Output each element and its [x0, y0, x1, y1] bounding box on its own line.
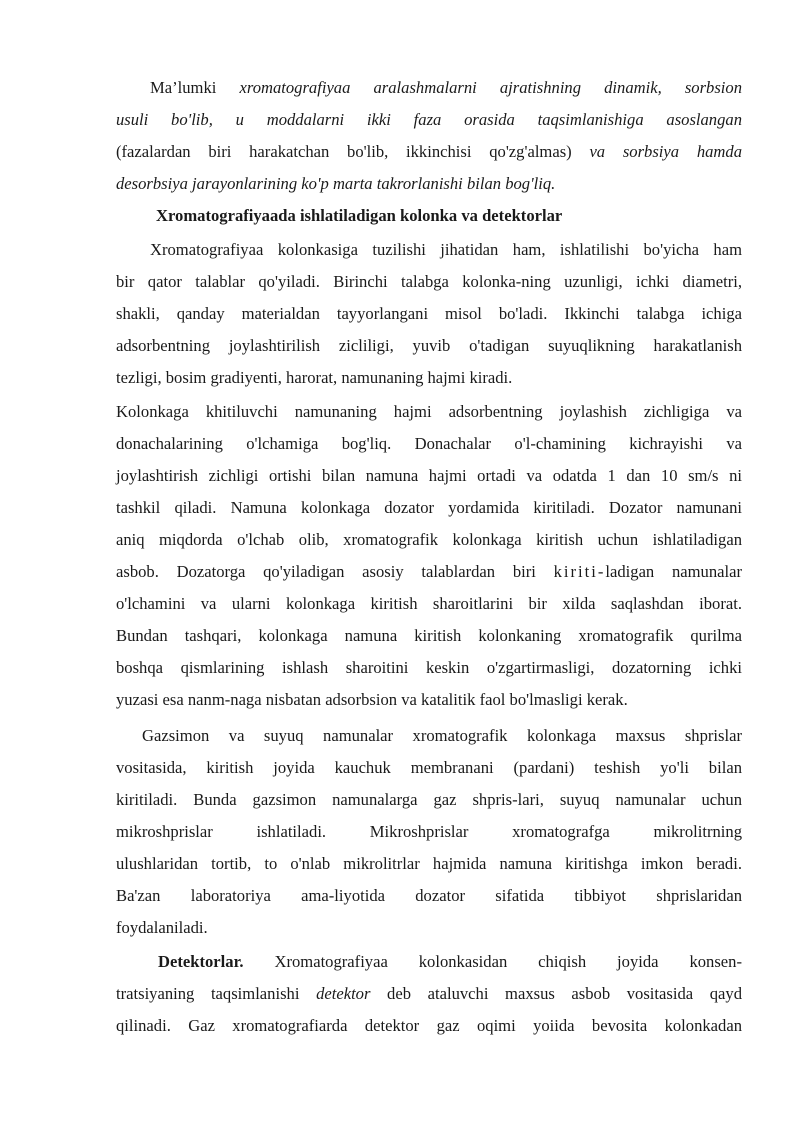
text-line: Gazsimon va suyuq namunalar xromatografik kolonkaga maxsus shprislar — [142, 726, 742, 745]
text-line: vositasida, kiritish joyida kauchuk membranani (pardani) teshish yo'li bilan — [116, 758, 742, 777]
text-line: tezligi, bosim gradiyenti, harorat, namunaning hajmi kiradi. — [116, 368, 513, 387]
italic-text: xromatografiyaa aralashmalarni ajratishning dinamik, sorbsion — [239, 78, 743, 97]
text-line: kiritiladi. Bunda gazsimon namunalarga gaz shpris-lari, suyuq namunalar uchun — [116, 790, 742, 809]
text-line: Bundan tashqari, kolonkaga namuna kiritish kolonkaning xromatografik qurilma — [116, 626, 742, 645]
kolonka-paragraph — [116, 234, 742, 394]
text-line: Ma’lumki xromatografiyaa aralashmalarni ajratishning dinamik, sorbsion — [150, 78, 743, 97]
text-line: Ba'zan laboratoriya ama-liyotida dozator sifatida tibbiyot shprislaridan — [116, 886, 742, 905]
text-line: adsorbentning joylashtirilish zicliligi, yuvib o'tadigan suyuqlikning harakatlanish — [116, 336, 742, 355]
text-line: Kolonkaga khitiluvchi namunaning hajmi adsorbentning joylashish zichligiga va — [116, 402, 742, 421]
dozator-paragraph — [116, 396, 742, 716]
shpris-paragraph — [116, 720, 742, 944]
text-line: joylashtirish zichligi ortishi bilan namuna hajmi ortadi va odatda 1 dan 10 sm/s ni — [116, 466, 742, 485]
text-line: bir qator talablar qo'yiladi. Birinchi talabga kolonka-ning uzunligi, ichki diametri, — [116, 272, 742, 291]
text-line: asbob. Dozatorga qo'yiladigan asosiy talablardan biri kiriti-ladigan namunalar — [116, 562, 742, 581]
text-line: donachalarining o'lchamiga bog'liq. Donachalar o'l-chamining kichrayishi va — [116, 434, 742, 453]
italic-term: detektor — [316, 984, 371, 1003]
bold-term: Detektorlar. — [158, 952, 244, 971]
text-line: o'lchamini va ularni kolonkaga kiritish sharoitlarini bir xilda saqlashdan iborat. — [116, 594, 742, 613]
italic-text: va sorbsiya hamda — [589, 142, 742, 161]
text-line: tratsiyaning taqsimlanishi detektor deb ataluvchi maxsus asbob vositasida qayd — [116, 984, 742, 1003]
section-heading: Xromatografiyaada ishlatiladigan kolonka va detektorlar — [156, 206, 563, 225]
text-line: ulushlaridan tortib, to o'nlab mikrolitrlar hajmida namuna kiritishga imkon beradi. — [116, 854, 742, 873]
text-line: (fazalardan biri harakatchan bo'lib, ikkinchisi qo'zg'almas) va sorbsiya hamda — [116, 142, 742, 161]
text-line: Detektorlar. Xromatografiyaa kolonkasidan chiqish joyida konsen- — [158, 952, 742, 971]
italic-text-line: usuli bo'lib, u moddalarni ikki faza orasida taqsimlanishiga asoslangan — [116, 110, 742, 129]
text-line: shakli, qanday materialdan tayyorlangani misol bo'ladi. Ikkinchi talabga ichiga — [116, 304, 742, 323]
detektor-paragraph — [116, 946, 742, 1042]
text-line: Xromatografiyaa kolonkasiga tuzilishi jihatidan ham, ishlatilishi bo'yicha ham — [150, 240, 742, 259]
text-line: tashkil qiladi. Namuna kolonkaga dozator yordamida kiritiladi. Dozator namunani — [116, 498, 742, 517]
text-line: foydalaniladi. — [116, 918, 208, 937]
text-line: yuzasi esa nanm-naga nisbatan adsorbsion va katalitik faol bo'lmasligi kerak. — [116, 690, 628, 709]
text-line: aniq miqdorda o'lchab olib, xromatografik kolonkaga kiritish uchun ishlatiladigan — [116, 530, 742, 549]
italic-text-line: desorbsiya jarayonlarining ko'p marta takrorlanishi bilan bog'liq. — [116, 174, 556, 193]
text-line: qilinadi. Gaz xromatografiarda detektor gaz oqimi yoiida bevosita kolonkadan — [116, 1016, 742, 1035]
text-line: mikroshprislar ishlatiladi. Mikroshprislar xromatografga mikrolitrning — [116, 822, 742, 841]
text-line: boshqa qismlarining ishlash sharoitini keskin o'zgartirmasligi, dozatorning ichki — [116, 658, 742, 677]
spaced-text: kiriti- — [553, 562, 606, 581]
intro-paragraph — [116, 72, 742, 200]
